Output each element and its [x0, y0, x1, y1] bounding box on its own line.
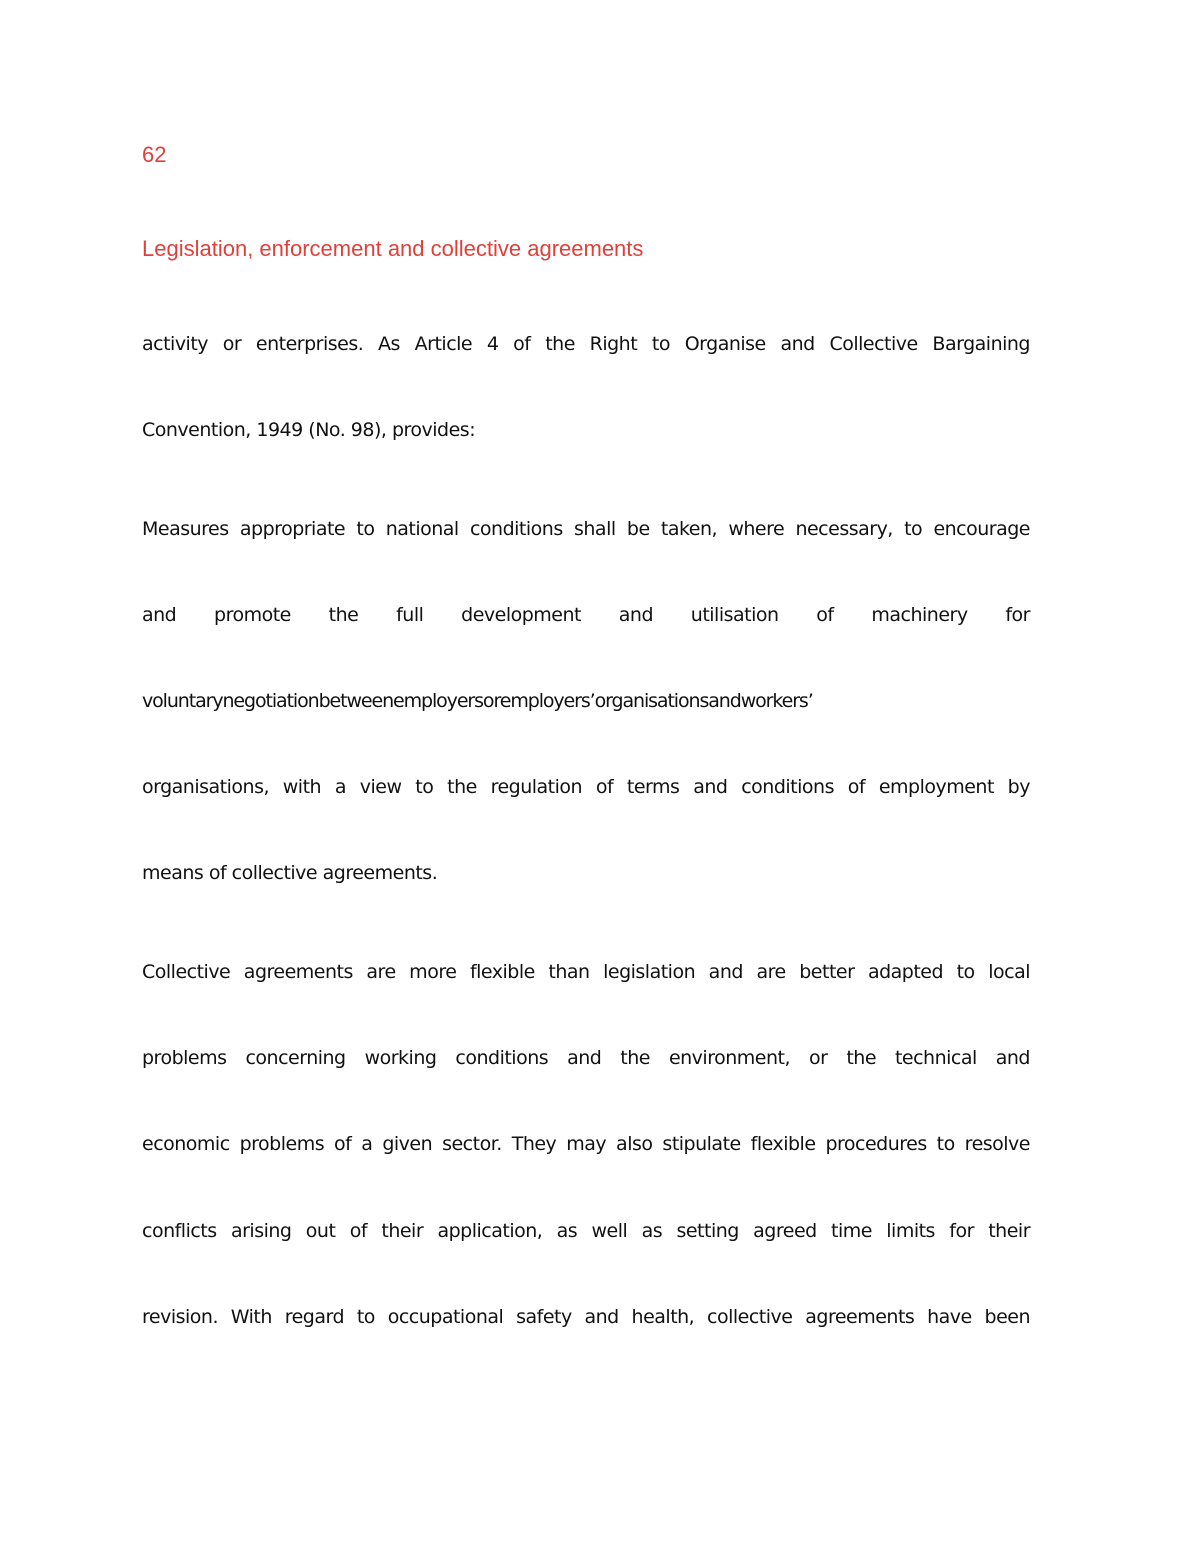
- paragraph-line-1: Collective agreements are more flexible than legislation and are better adapted to local: [142, 961, 1030, 983]
- paragraph-line-3: economic problems of a given sector. They may also stipulate flexible procedures to resolve: [142, 1133, 1030, 1155]
- quote-line-1: Measures appropriate to national conditions shall be taken, where necessary, to encourage: [142, 518, 1030, 540]
- paragraph-line-5: revision. With regard to occupational safety and health, collective agreements have been: [142, 1306, 1030, 1328]
- quote-line-4: organisations, with a view to the regulation of terms and conditions of employment by: [142, 776, 1030, 798]
- quote-line-3: voluntarynegotiationbetweenemployersoremployers’organisationsandworkers’: [142, 690, 813, 712]
- running-head: Legislation, enforcement and collective agreements: [142, 236, 644, 261]
- body-line-2: Convention, 1949 (No. 98), provides:: [142, 419, 476, 441]
- body-line-1: activity or enterprises. As Article 4 of the Right to Organise and Collective Bargaining: [142, 333, 1030, 355]
- paragraph-line-4: conflicts arising out of their application, as well as setting agreed time limits for their: [142, 1220, 1030, 1242]
- quote-line-2: and promote the full development and utilisation of machinery for: [142, 604, 1030, 626]
- paragraph-line-2: problems concerning working conditions and the environment, or the technical and: [142, 1047, 1030, 1069]
- quote-line-5: means of collective agreements.: [142, 862, 438, 884]
- page-number: 62: [142, 142, 167, 167]
